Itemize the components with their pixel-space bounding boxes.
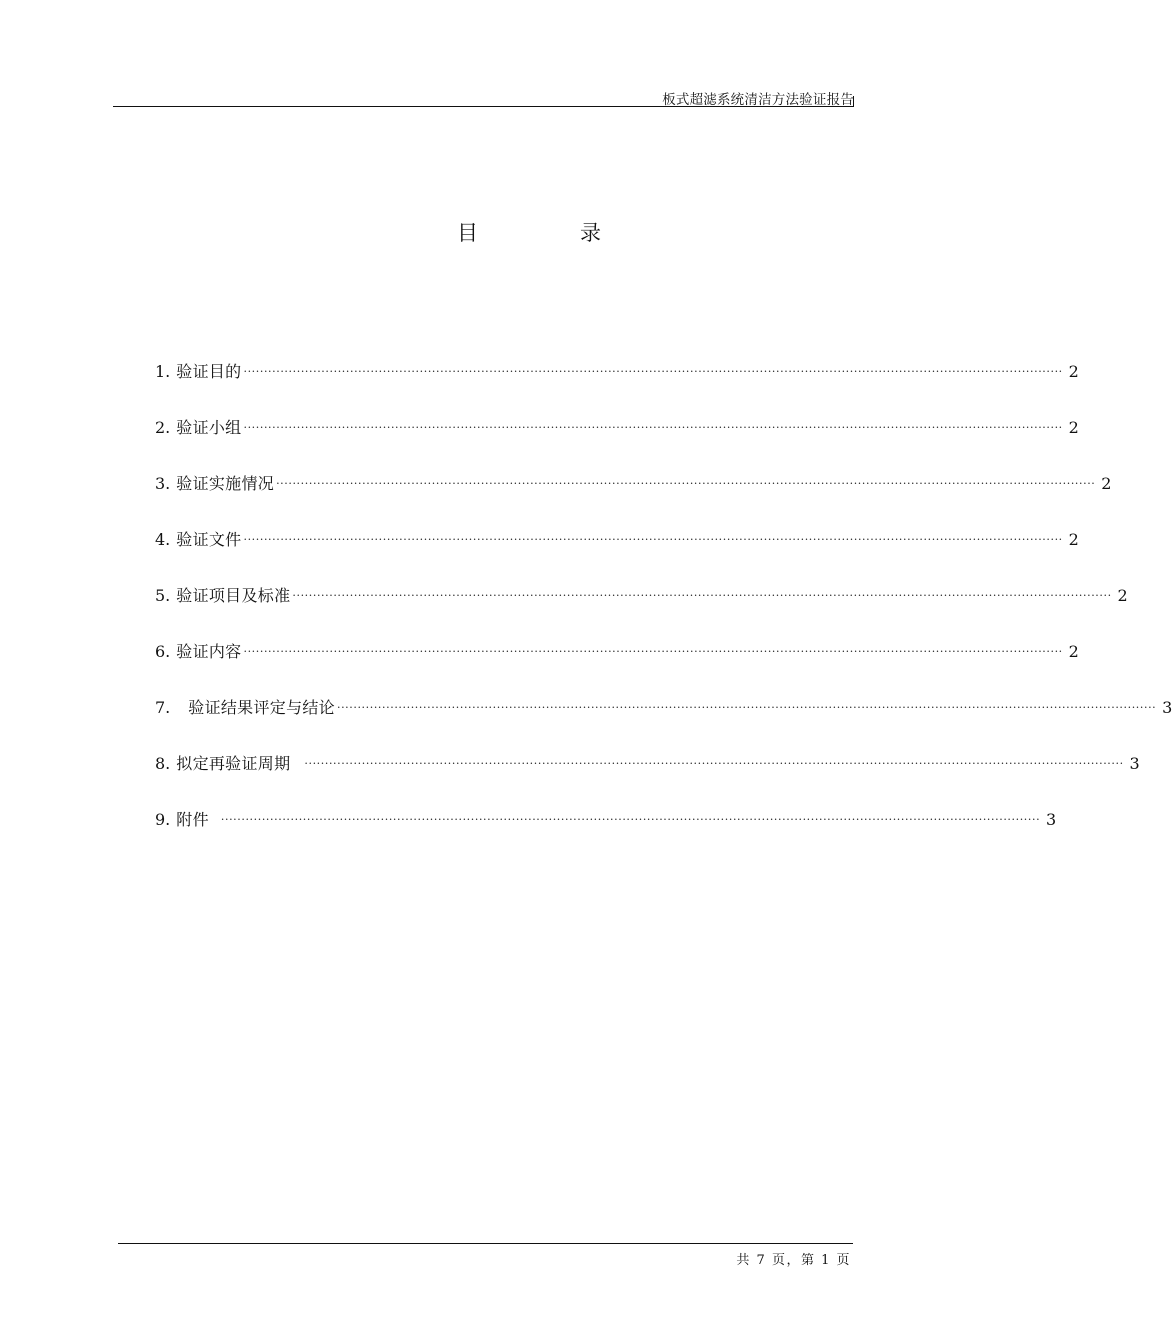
toc-item-label: 拟定再验证周期 [176,754,291,773]
toc-item-7[interactable] [155,696,1172,720]
toc-item-number: 3. [155,474,171,493]
toc-item-label: 验证内容 [176,642,242,661]
toc-item-page: 2 [1068,418,1079,437]
toc-item-label: 验证文件 [176,530,242,549]
toc-item-6[interactable] [155,640,1079,664]
toc-item-number: 9. [155,810,171,829]
toc-item-label: 验证小组 [176,418,242,437]
toc-item-label: 验证结果评定与结论 [188,698,335,717]
toc-item-label: 验证目的 [176,362,242,381]
toc-title-char-1: 目 [457,221,478,245]
toc-dot-leader: ········································································································································································································ [336,701,1157,714]
toc-list [155,360,1172,864]
toc-dot-leader: ········································································································································································································ [276,477,1096,490]
toc-item-page: 2 [1117,586,1128,605]
toc-item-page: 3 [1046,810,1057,829]
toc-title [0,217,950,245]
toc-item-label: 附件 [176,810,209,829]
toc-dot-leader: ········································································································································································································ [243,645,1063,658]
toc-item-number: 4. [155,530,171,549]
footer-page-info: 共 7 页，第 1 页 [736,1253,851,1268]
footer-rule [118,1243,853,1244]
toc-item-number: 8. [155,754,171,773]
toc-item-4[interactable] [155,528,1079,552]
toc-item-9[interactable] [155,808,1057,832]
toc-item-page: 2 [1068,362,1079,381]
toc-item-number: 2. [155,418,171,437]
toc-dot-leader: ········································································································································································································ [304,757,1124,770]
toc-dot-leader: ········································································································································································································ [243,365,1063,378]
toc-item-number: 1. [155,362,171,381]
toc-item-page: 3 [1162,698,1172,717]
toc-item-label: 验证项目及标准 [176,586,291,605]
toc-item-8[interactable] [155,752,1140,776]
toc-item-1[interactable] [155,360,1079,384]
toc-item-page: 2 [1101,474,1112,493]
toc-item-5[interactable] [155,584,1128,608]
toc-item-2[interactable] [155,416,1079,440]
toc-item-label: 验证实施情况 [176,474,275,493]
toc-item-3[interactable] [155,472,1112,496]
toc-dot-leader: ········································································································································································································ [220,813,1041,826]
toc-dot-leader: ········································································································································································································ [243,421,1063,434]
toc-item-page: 2 [1068,642,1079,661]
toc-title-char-2: 录 [580,221,601,245]
toc-item-number: 6. [155,642,171,661]
toc-item-page: 3 [1129,754,1140,773]
toc-item-number: 5. [155,586,171,605]
header-rule [113,106,854,107]
toc-item-page: 2 [1068,530,1079,549]
header-title: 板式超滤系统清洁方法验证报告 [662,92,854,108]
toc-dot-leader: ········································································································································································································ [243,533,1063,546]
toc-dot-leader: ········································································································································································································ [292,589,1112,602]
header-rule-tick [853,96,854,107]
toc-item-number: 7. [155,698,171,717]
